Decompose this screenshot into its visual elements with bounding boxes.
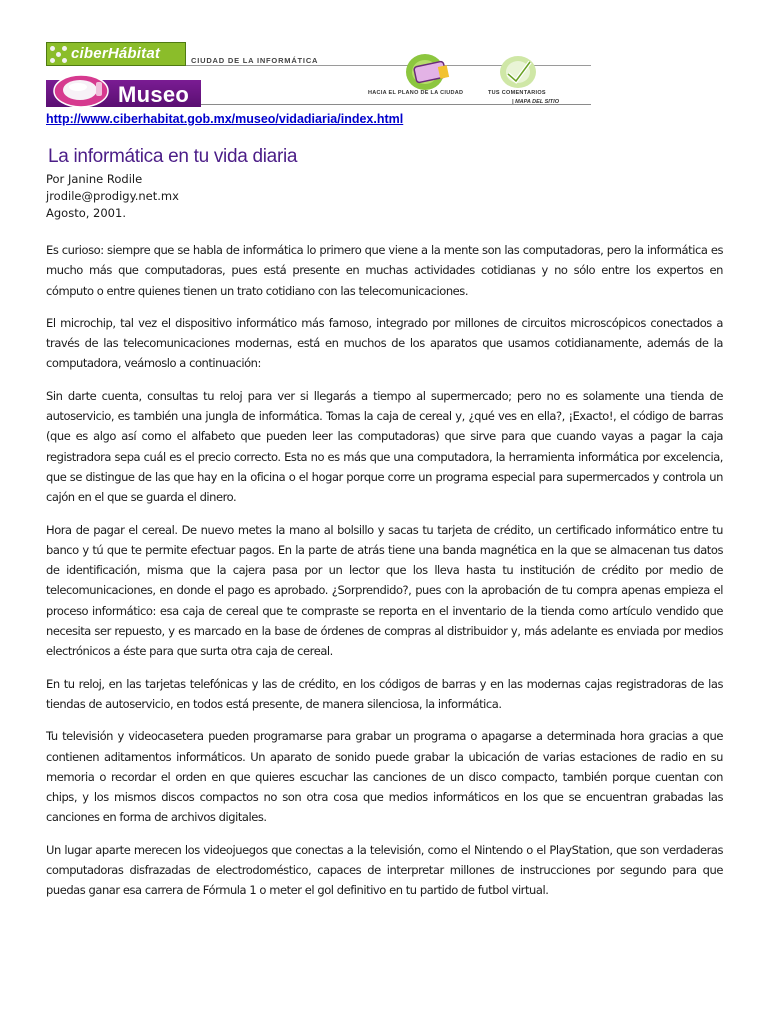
article-paragraph: Sin darte cuenta, consultas tu reloj para ver si llegarás a tiempo al supermercado; pero no es solamente una tienda de autoservicio, es también una jungla de informática. Tomas la caja de cereal y, ¿qué ves en ella?, ¡Exacto!, el código de barras (que es algo así como el alfabeto que pueden leer las computadoras) que sirve para que cuando vayas a pagar la caja registradora sepa cuál es el precio correcto. Esta no es más que una computadora, la herramienta informática por excelencia, que se distingue de las que hay en la oficina o el hogar porque corre un programa especial para supermercados y controla un cajón en el que se guarda el dinero.: [46, 388, 723, 505]
nav-comments-link[interactable]: TUS COMENTARIOS: [488, 90, 546, 96]
article-paragraph: Un lugar aparte merecen los videojuegos que conectas a la televisión, como el Nintendo o el PlayStation, que son verdaderas computadoras disfrazadas de electrodoméstico, capaces de interpretar millones de instrucciones por segundo para que puedas ganar esa carrera de Fórmula 1 o meter el gol definitivo en tu partido de futbol virtual.: [46, 842, 723, 898]
logo-text: ciberHábitat: [71, 45, 161, 62]
article-title: La informática en tu vida diaria: [48, 146, 298, 167]
article-date: Agosto, 2001.: [46, 206, 126, 220]
ciberhabitat-logo[interactable]: [46, 42, 186, 66]
site-banner: [46, 42, 591, 110]
section-title: Museo: [118, 82, 190, 107]
comment-check-icon[interactable]: [498, 54, 538, 90]
logo-dots-icon: [50, 46, 68, 64]
television-icon: [52, 70, 110, 108]
logo-tagline: CIUDAD DE LA INFORMÁTICA: [191, 56, 319, 65]
article-paragraph: Tu televisión y videocasetera pueden programarse para grabar un programa o apagarse a determinada hora gracias a que contienen aditamentos informáticos. Un aparato de sonido puede grabar la ubicación de varias estaciones de radio en su memoria o recordar el orden en que quieres escuchar las canciones de un disco compacto, también porque cuentan con chips, y los mismos discos compactos no son otra cosa que medios informáticos en los que se encuentran grabadas las canciones en forma de archivos digitales.: [46, 729, 723, 825]
nav-city-map-link[interactable]: HACIA EL PLANO DE LA CIUDAD: [368, 90, 464, 96]
article-paragraph: Es curioso: siempre que se habla de informática lo primero que viene a la mente son las computadoras, pero la informática es mucho más que computadoras, pues está presente en muchas actividades cotidianas y no sólo entre los expertos en cómputo o entre quienes tienen un trato cotidiano con las telecomunicaciones.: [46, 243, 723, 298]
article-paragraph: El microchip, tal vez el dispositivo informático más famoso, integrado por millones de circuitos microscópicos conectados a través de las telecomunicaciones modernas, está en muchos de los aparatos que usamos cotidianamente, además de la computadora, veámoslo a continuación:: [46, 315, 723, 371]
article-email[interactable]: jrodile@prodigy.net.mx: [46, 189, 179, 203]
article-author: Por Janine Rodile: [46, 172, 143, 186]
page-url-link[interactable]: http://www.ciberhabitat.gob.mx/museo/vidadiaria/index.html: [46, 112, 404, 126]
city-map-icon[interactable]: [401, 52, 453, 92]
article-paragraph: Hora de pagar el cereal. De nuevo metes la mano al bolsillo y sacas tu tarjeta de crédito, un certificado informático entre tu banco y tú que te permite efectuar pagos. En la parte de atrás tiene una banda magnética en la que se almacenan tus datos de identificación, misma que la cajera pasa por un lector que los lleva hasta tu institución de crédito por medio de telecomunicaciones, en donde el pago es aprobado. ¿Sorprendido?, pues con la aprobación de tu compra apenas empieza el proceso informático: esa caja de cereal que te compraste se reporta en el inventario de la tienda como artículo vendido que necesita ser repuesto, y es marcado en la base de órdenes de compras al distribuidor y, más adelante es enviada por medios electrónicos a éste para que surta otra caja de cereal.: [46, 522, 723, 659]
article-body: [46, 240, 723, 913]
article-meta: [46, 171, 179, 222]
article-paragraph: En tu reloj, en las tarjetas telefónicas y las de crédito, en los códigos de barras y en las modernas cajas registradoras de las tiendas de autoservicio, en todos está presente, de manera silenciosa, la informática.: [46, 676, 723, 711]
site-map-link[interactable]: | MAPA DEL SITIO: [512, 99, 559, 105]
